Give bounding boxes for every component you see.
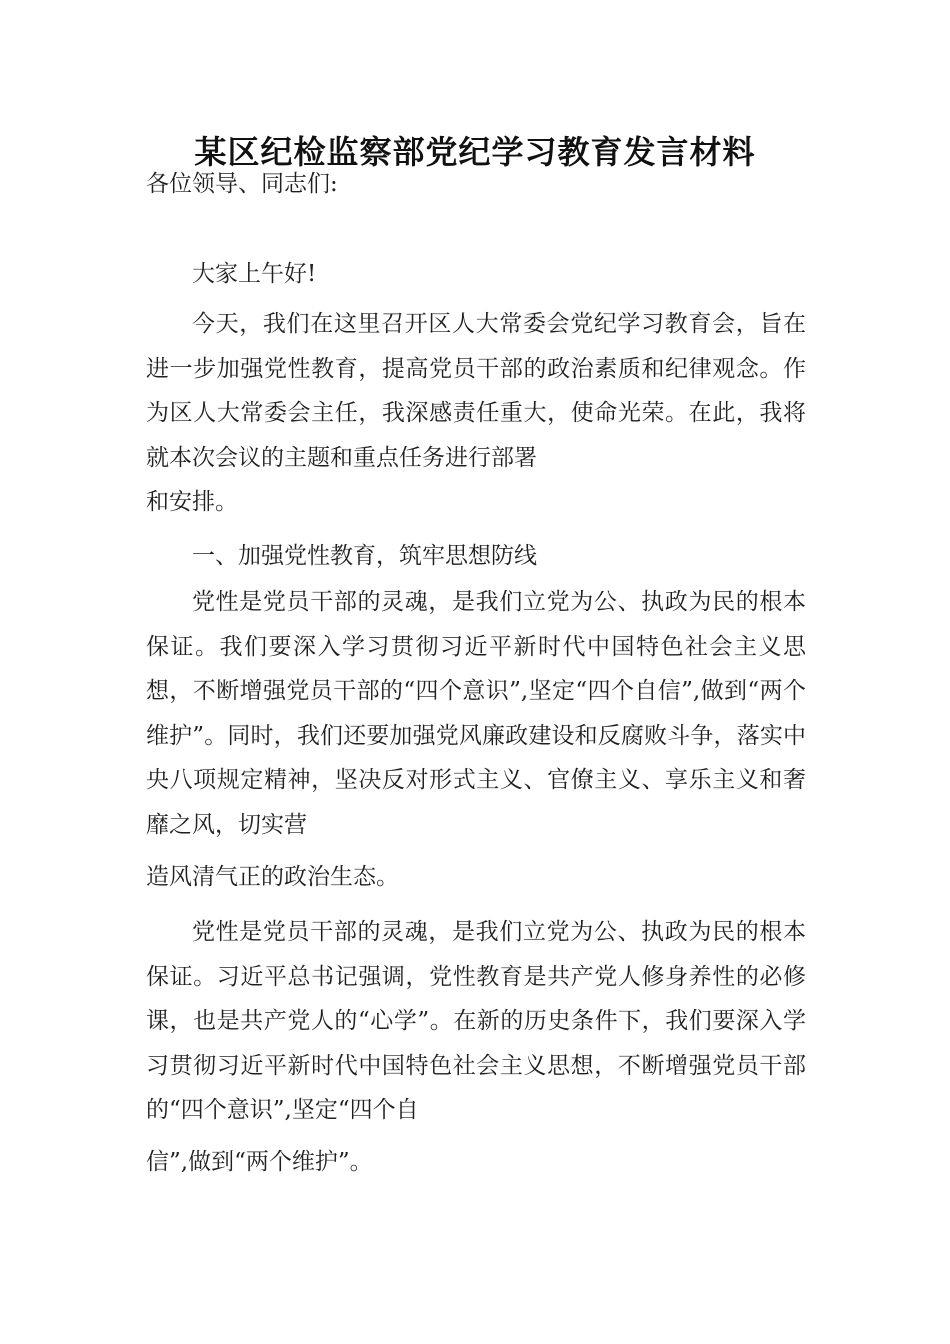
salutation: 各位领导、同志们: bbox=[146, 171, 338, 197]
paragraph-party-spirit-2-end: 信”,做到“两个维护”。 bbox=[146, 1149, 373, 1175]
document-title: 某区纪检监察部党纪学习教育发言材料 bbox=[194, 133, 756, 171]
paragraph-opening: 今天，我们在这里召开区人大常委会党纪学习教育会，旨在进一步加强党性教育，提高党员干部的政治素质和纪律观念。作为区人大常委会主任，我深感责任重大，使命光荣。在此，我将就本次会议的主题和重点任务进行部署 bbox=[146, 311, 806, 471]
greeting: 大家上午好! bbox=[192, 261, 317, 287]
paragraph-party-spirit: 党性是党员干部的灵魂，是我们立党为公、执政为民的根本保证。我们要深入学习贯彻习近平新时代中国特色社会主义思想，不断增强党员干部的“四个意识”,坚定“四个自信”,做到“两个维护”。同时，我们还要加强党风廉政建设和反腐败斗争，落实中央八项规定精神，坚决反对形式主义、官僚主义、享乐主义和奢靡之风，切实营 bbox=[146, 589, 806, 838]
paragraph-party-spirit-end: 造风清气正的政治生态。 bbox=[146, 864, 399, 890]
section-heading: 一、加强党性教育，筑牢思想防线 bbox=[192, 543, 537, 569]
paragraph-party-spirit-2: 党性是党员干部的灵魂，是我们立党为公、执政为民的根本保证。习近平总书记强调，党性教育是共产党人修身养性的必修课，也是共产党人的“心学”。在新的历史条件下，我们要深入学习贯彻习近平新时代中国特色社会主义思想，不断增强党员干部的“四个意识”,坚定“四个自 bbox=[146, 919, 806, 1123]
paragraph-opening-end: 和安排。 bbox=[146, 489, 238, 515]
